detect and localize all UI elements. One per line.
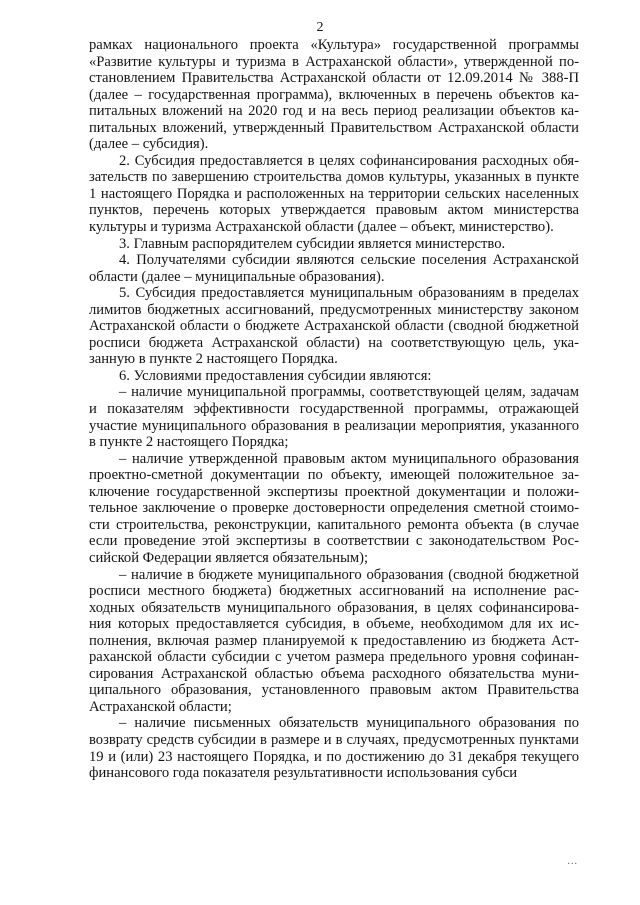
paragraph-3: 3. Главным распорядителем субсидии является министерство. bbox=[119, 235, 506, 252]
paragraph-2: 2. Субсидия предоставляется в целях софинансирования расходных обязательств по завершению строительства домов культуры, указанных в пункте 1 настоящего Порядка и расположенных на территории сельских населенных пунктов, перечень которых утверждается правовым актом министерства культуры и туризма Астраханской области (далее – объект, министерство). bbox=[89, 152, 579, 236]
paragraph-4: 4. Получателями субсидии являются сельские поселения Астраханской области (далее – муниципальные образования). bbox=[89, 252, 579, 285]
paragraph-5: 5. Субсидия предоставляется муниципальным образованиям в пределах лимитов бюджетных ассигнований, предусмотренных министерству законом Астраханской области о бюджете Астраханской области (сводной бюджетной росписи бюджета Астраханской области) на соответствующую цель, указанную в пункте 2 настоящего Порядка. bbox=[89, 285, 579, 368]
corner-mark: ... bbox=[567, 856, 578, 867]
paragraph-10: – наличие письменных обязательств муниципального образования по возврату средств субсидии в размере и в случаях, предусмотренных пунктами 19 и (или) 23 настоящего Порядка, и по достижению до 31 декабря текущего финансового года показателя результативности использования субси bbox=[89, 715, 579, 782]
paragraph-6: 6. Условиями предоставления субсидии являются: bbox=[119, 367, 432, 384]
page-number: 2 bbox=[316, 20, 324, 35]
paragraph-8: – наличие утвержденной правовым актом муниципального образования проектно-сметной документации по объекту, имеющей положительное заключение государственной экспертизы проектной документации и положительное заключение о проверке достоверности определения сметной стоимости строительства, реконструкции, капитального ремонта объекта (в случае если проведение этой экспертизы в соответствии с законодательством Российской Федерации является обязательным); bbox=[89, 450, 579, 566]
paragraph-7: – наличие муниципальной программы, соответствующей целям, задачам и показателям эффективности государственной программы, отражающей участие муниципального образования в реализации мероприятия, указанного в пункте 2 настоящего Порядка; bbox=[89, 384, 579, 451]
paragraph-9: – наличие в бюджете муниципального образования (сводной бюджетной росписи местного бюджета) бюджетных ассигнований на исполнение расходных обязательств муниципального образования, в целях софинансирования которых предоставляется субсидия, в объеме, необходимом для их исполнения, включая размер планируемой к предоставлению из бюджета Астраханской области субсидии с учетом размера предельного уровня софинансирования Астраханской областью объема расходного обязательства муниципального образования, установленного правовым актом Правительства Астраханской области; bbox=[89, 566, 579, 715]
document-body bbox=[89, 37, 579, 782]
paragraph-1: рамках национального проекта «Культура» государственной программы «Развитие культуры и туризма в Астраханской области», утвержденной постановлением Правительства Астраханской области от 12.09.2014 № 388-П (далее – государственная программа), включенных в перечень объектов капитальных вложений на 2020 год и на весь период реализации объектов капитальных вложений, утвержденный Правительством Астраханской области (далее – субсидия). bbox=[89, 37, 579, 153]
